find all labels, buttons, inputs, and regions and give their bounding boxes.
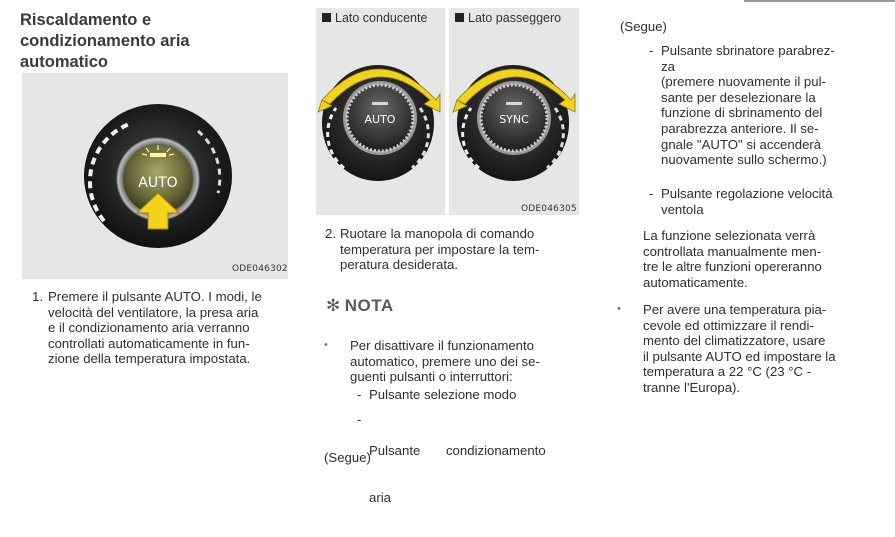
dash-marker: - [357,387,362,402]
section-title [20,10,290,73]
right-bullet [617,302,867,396]
note-item-ac [357,412,579,537]
note-item-mode: - Pulsante selezione modo [357,387,517,402]
paragraph-line: controllata manualmente men- [643,243,822,259]
bullet-icon: • [617,303,621,315]
step-number: 2. [325,226,336,241]
passenger-side-figure [449,8,579,215]
passenger-side-label: Lato passeggero [455,11,561,25]
right-item-line: Pulsante regolazione velocità [661,186,833,201]
step-2-line: Ruotare la manopola di comando [340,226,535,241]
section-title-line: automatico [20,53,109,71]
note-line: guenti pulsanti o interruttori: [350,369,513,385]
right-paragraph [643,228,867,290]
note-line: Per disattivare il funzionamento [350,338,534,353]
bullet-icon: • [324,339,328,351]
passenger-knob-label: SYNC [499,113,529,126]
right-item-line: ventola [661,201,704,217]
continued-label: (Segue) [324,450,371,465]
step-number: 1. [32,289,43,304]
bullet-line: Per avere una temperatura pia- [643,302,827,317]
step-2 [325,226,580,273]
right-item-fan [649,186,867,217]
right-item-line: za [661,58,675,74]
paragraph-line: automaticamente. [643,274,748,290]
right-item-line: (premere nuovamente il pul- [661,74,826,90]
bullet-line: tranne l'Europa). [643,379,741,395]
driver-knob-label: AUTO [364,113,396,126]
figure-code: ODE046305 [521,204,577,214]
step-1-line: e il condizionamento aria verranno [48,320,250,336]
dash-marker: - [357,412,362,427]
note-line: automatico, premere uno dei se- [350,353,540,369]
paragraph-line: La funzione selezionata verrà [643,228,816,243]
bullet-line: mento del climatizzatore, usare [643,333,826,349]
auto-knob-label: AUTO [138,175,178,191]
section-title-line: Riscaldamento e [20,11,152,29]
step-1 [32,289,290,367]
right-item-defrost [649,43,867,168]
bullet-line: temperatura a 22 °C (23 °C - [643,364,812,380]
bullet-line: cevole ed ottimizzare il rendi- [643,317,814,333]
section-title-line: condizionamento aria [20,32,190,50]
driver-knob-illustration [316,8,445,215]
driver-side-label: Lato conducente [322,11,427,25]
step-2-line: peratura desiderata. [340,257,459,273]
step-1-line: Premere il pulsante AUTO. I modi, le [48,289,262,304]
step-2-line: temperatura per impostare la tem- [340,241,540,257]
paragraph-line: tre le altre funzioni opereranno [643,259,822,275]
square-marker-icon [322,13,331,22]
dash-marker: - [649,186,654,201]
right-item-line: nuovamente sullo schermo.) [661,152,827,168]
continued-header: (Segue) [620,19,667,34]
step-1-line: zione della temperatura impostata. [48,351,251,367]
right-item-line: funzione di sbrinamento del [661,105,823,121]
auto-button-figure [22,73,288,279]
note-bullet [324,338,580,385]
step-1-line: controllati automaticamente in fun- [48,335,250,351]
right-item-line: sante per deselezionare la [661,89,816,105]
note-item-line: aria [369,489,391,505]
passenger-knob-illustration [449,8,579,215]
bullet-line: il pulsante AUTO ed impostare la [643,348,836,364]
auto-knob-illustration [22,73,288,279]
note-heading: ✻ NOTA [326,296,394,315]
asterisk-icon: ✻ [326,296,341,315]
square-marker-icon [455,13,464,22]
note-item-line: Pulsante condizionamento [369,443,546,459]
figure-code: ODE046302 [232,264,288,274]
right-item-line: parabrezza anteriore. Il se- [661,120,819,136]
right-item-line: Pulsante sbrinatore parabrez- [661,43,835,58]
right-item-line: gnale "AUTO" si accenderà [661,136,822,152]
driver-side-figure [316,8,445,215]
dash-marker: - [649,43,654,58]
header-rule [744,0,895,2]
step-1-line: velocità del ventilatore, la presa aria [48,304,259,320]
